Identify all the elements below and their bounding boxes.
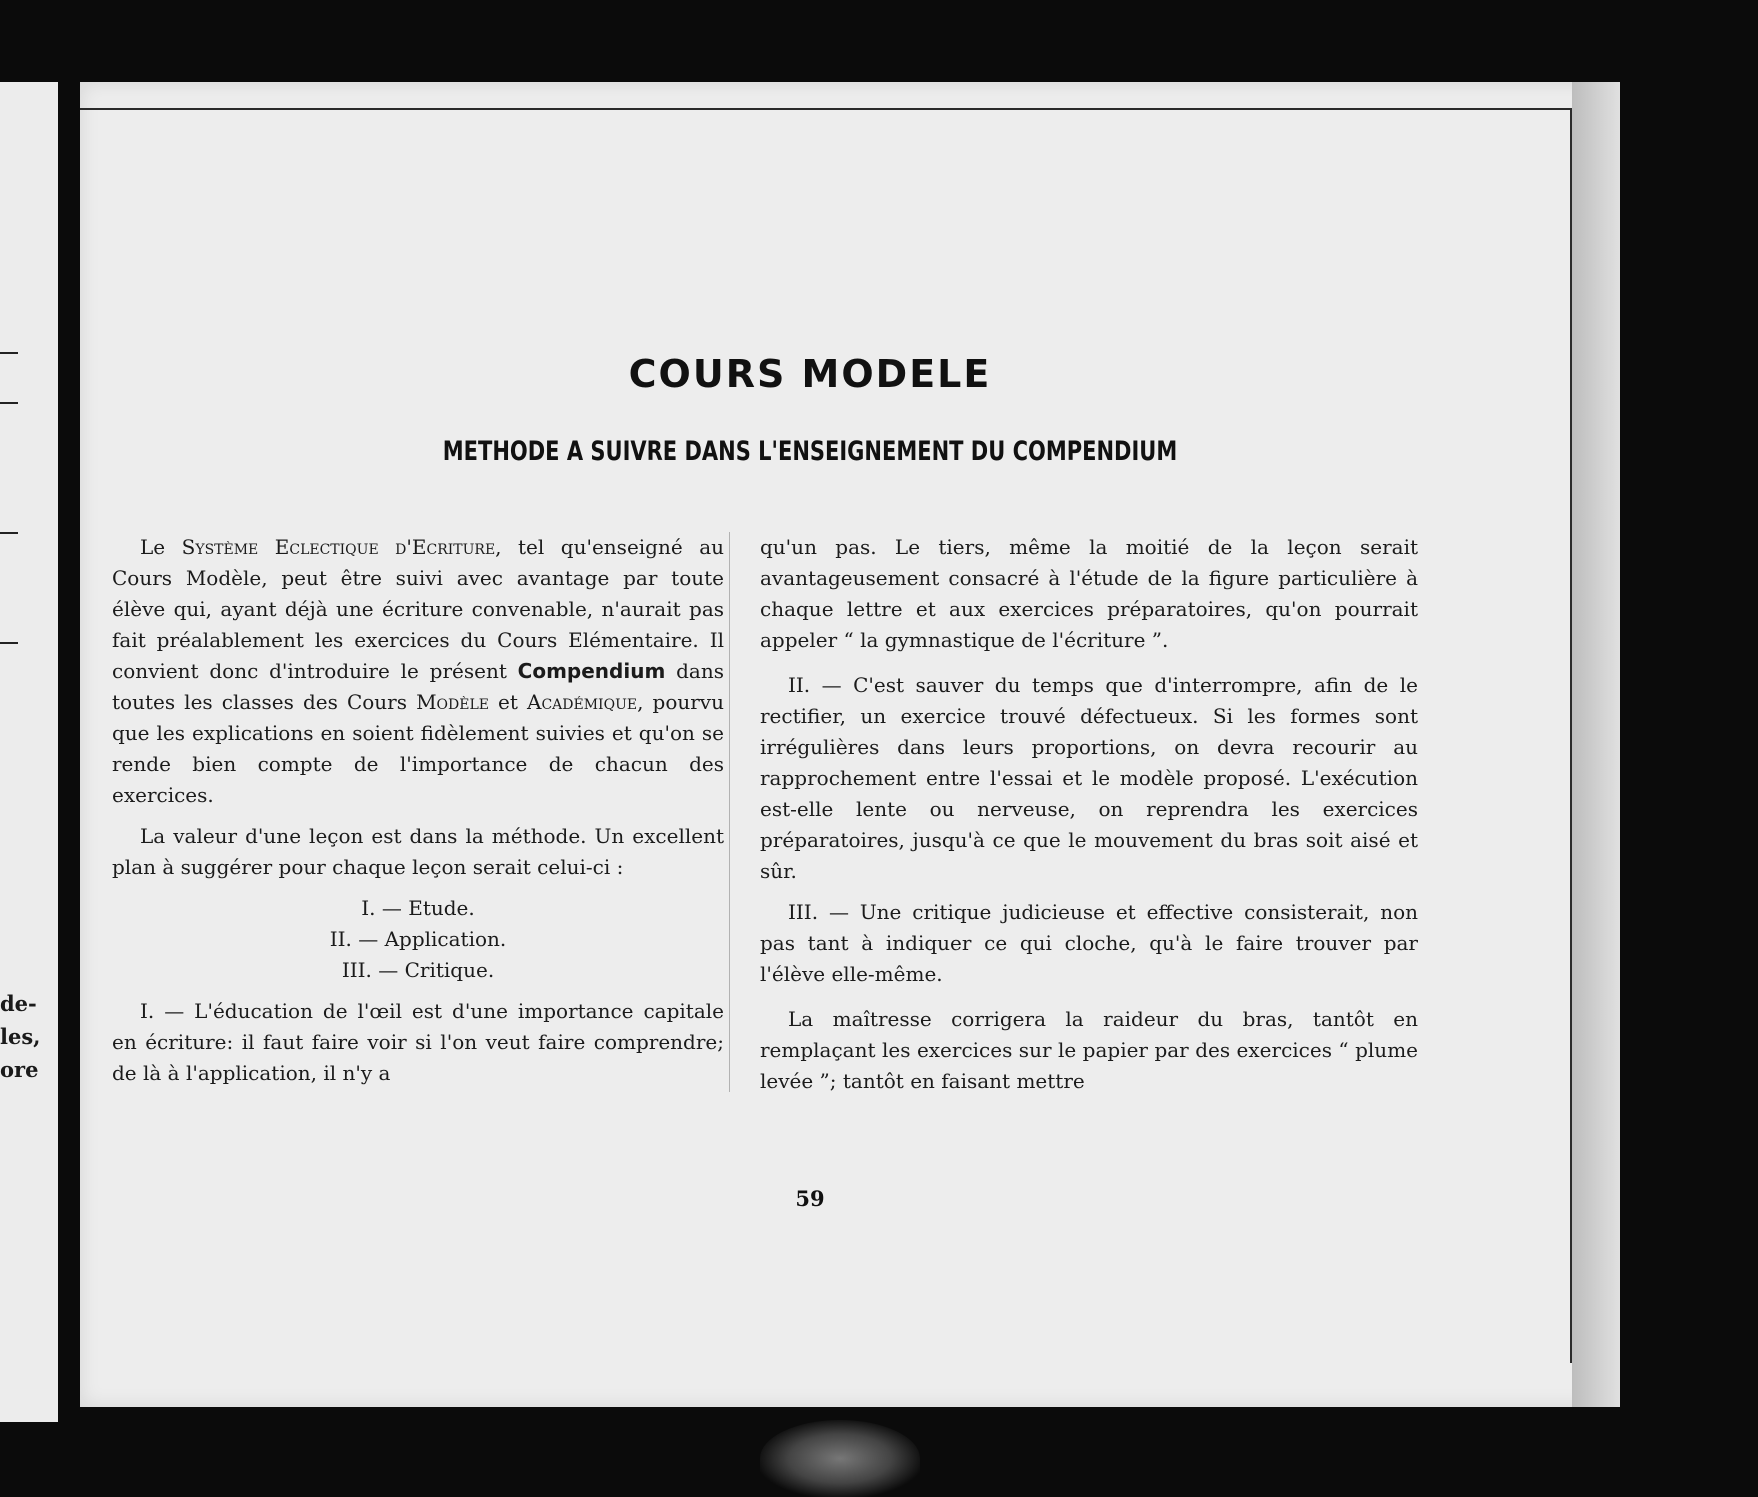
left-paragraph-3: I. — L'éducation de l'œil est d'une importance capitale en écriture: il faut faire voir si l'on veut faire comprendre; de là à l'application, il n'y a (112, 999, 724, 1085)
text-run: , tel qu'enseigné au Cours Modèle, peut être suivi avec avantage par toute élève qui, ayant déjà une écriture convenable, n'aurait pas fait préalablement les exercices du Cours Elémentaire. Il convient donc d'introduire le présent (112, 535, 724, 683)
previous-page-fragment: les, (0, 1024, 41, 1049)
list-item: II. — Application. (329, 927, 507, 951)
binding-shadow (760, 1420, 920, 1497)
text-run: Le (140, 535, 182, 559)
right-column (760, 532, 1418, 1107)
small-caps-run: Système Eclectique d'Ecriture (181, 535, 496, 559)
text-run: , pourvu que les explications en soient fidèlement suivies et qu'on se rende bien compte de l'importance de chacun des exercices. (112, 690, 724, 807)
previous-page-fragment: de- (0, 991, 37, 1016)
text-run: dans toutes les classes des Cours (112, 659, 724, 714)
previous-page-rule (0, 532, 18, 534)
list-item: I. — Etude. (361, 896, 475, 920)
compendium-bold: Compendium (517, 659, 666, 683)
list-item: III. — Critique. (341, 958, 495, 982)
column-divider (729, 532, 730, 1092)
page-border-top (80, 108, 1572, 110)
page-number: 59 (795, 1186, 825, 1211)
previous-page-rule (0, 402, 18, 404)
previous-page-rule (0, 352, 18, 354)
left-column (112, 532, 724, 1099)
right-paragraph-3: III. — Une critique judicieuse et effective consisterait, non pas tant à indiquer ce qui cloche, qu'à le faire trouver par l'élève elle-même. (760, 900, 1418, 986)
right-paragraph-1: qu'un pas. Le tiers, même la moitié de la leçon serait avantageusement consacré à l'étude de la figure particulière à chaque lettre et aux exercices préparatoires, qu'on pourrait appeler “ la gymnastique de l'écriture ”. (760, 535, 1418, 652)
previous-page-rule (0, 642, 18, 644)
page-subtitle: METHODE A SUIVRE DANS L'ENSEIGNEMENT DU COMPENDIUM (442, 436, 1178, 466)
page-fore-edge (1572, 82, 1620, 1407)
left-paragraph-2: La valeur d'une leçon est dans la méthode. Un excellent plan à suggérer pour chaque leçon serait celui-ci : (112, 824, 724, 879)
right-paragraph-4: La maîtresse corrigera la raideur du bras, tantôt en remplaçant les exercices sur le papier par des exercices “ plume levée ”; tantôt en faisant mettre (760, 1007, 1418, 1093)
small-caps-run: Académique (527, 690, 638, 714)
small-caps-run: Modèle (416, 690, 489, 714)
lesson-plan-list (112, 893, 724, 986)
book-page (80, 82, 1620, 1407)
previous-page-fragment: ore (0, 1057, 39, 1082)
previous-page-edge (0, 82, 58, 1422)
right-paragraph-2: II. — C'est sauver du temps que d'interrompre, afin de le rectifier, un exercice trouvé défectueux. Si les formes sont irrégulières dans leurs proportions, on devra recourir au rapprochement entre l'essai et le modèle proposé. L'exécution est-elle lente ou nerveuse, on reprendra les exercices préparatoires, jusqu'à ce que le mouvement du bras soit aisé et sûr. (760, 673, 1418, 883)
text-run: et (488, 690, 528, 714)
left-paragraph-1 (112, 532, 724, 811)
page-title: COURS MODELE (628, 352, 992, 396)
previous-page-text (0, 987, 40, 1086)
